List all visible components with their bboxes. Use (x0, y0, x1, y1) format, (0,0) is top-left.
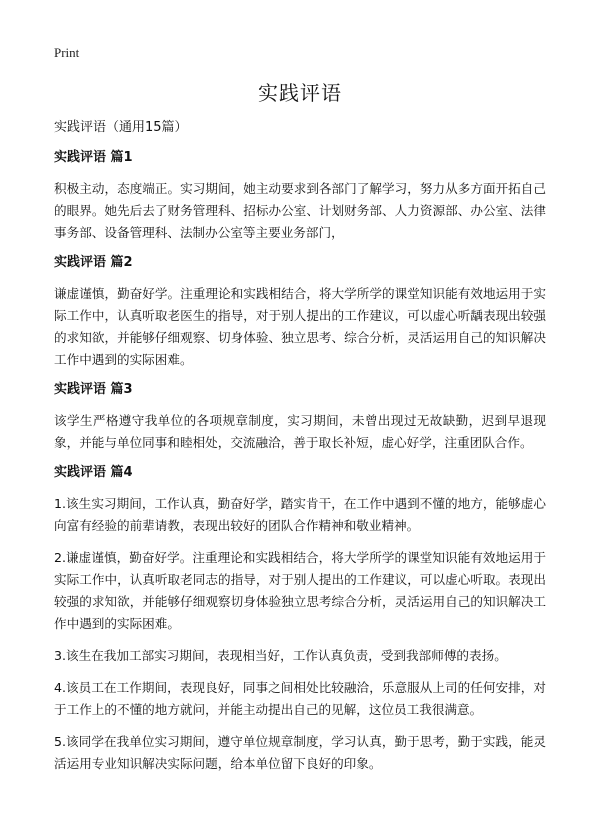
document-body (54, 119, 546, 785)
section-heading: 实践评语 篇4 (54, 465, 133, 480)
section-paragraph: 积极主动，态度端正。实习期间，她主动要求到各部门了解学习，努力从多方面开拓自己的眼界。她先后去了财务管理科、招标办公室、计划财务部、人力资源部、办公室、法律事务部、设备管理科、法制办公室等主要业务部门， (54, 181, 546, 240)
section-heading: 实践评语 篇3 (54, 382, 133, 397)
section-4 (54, 464, 546, 775)
section-paragraph: 谦虚谨慎，勤奋好学。注重理论和实践相结合，将大学所学的课堂知识能有效地运用于实际工作中，认真听取老医生的指导，对于别人提出的工作建议，可以虚心听龋表现出较强的求知欲，并能够仔细观察、切身体验、独立思考、综合分析，灵活运用自己的知识解决工作中遇到的实际困难。 (54, 286, 546, 367)
list-item: 3.该生在我加工部实习期间，表现相当好，工作认真负责，受到我部师傅的表扬。 (54, 648, 507, 663)
print-link[interactable]: Print (54, 45, 80, 60)
section-1 (54, 149, 546, 244)
list-item: 4.该员工在工作期间，表现良好，同事之间相处比较融洽，乐意服从上司的任何安排，对于工作上的不懂的地方就问，并能主动提出自己的见解，这位员工我很满意。 (54, 680, 546, 717)
document-title: 实践评语 (258, 81, 342, 105)
list-item: 5.该同学在我单位实习期间，遵守单位规章制度，学习认真，勤于思考，勤于实践，能灵活运用专业知识解决实际问题，给本单位留下良好的印象。 (54, 734, 546, 771)
list-item: 2.谦虚谨慎，勤奋好学。注重理论和实践相结合，将大学所学的课堂知识能有效地运用于实际工作中，认真听取老同志的指导，对于别人提出的工作建议，可以虚心听取。表现出较强的求知欲，并能够仔细观察切身体验独立思考综合分析，灵活运用自己的知识解决工作中遇到的实际困难。 (54, 550, 546, 631)
document-subtitle: 实践评语（通用15篇） (54, 120, 188, 135)
section-paragraph: 该学生严格遵守我单位的各项规章制度，实习期间，未曾出现过无故缺勤，迟到早退现象，并能与单位同事和睦相处，交流融洽，善于取长补短，虚心好学，注重团队合作。 (54, 413, 546, 450)
list-item: 1.该生实习期间，工作认真，勤奋好学，踏实肯干，在工作中遇到不懂的地方，能够虚心向富有经验的前辈请教，表现出较好的团队合作精神和敬业精神。 (54, 496, 546, 533)
section-3 (54, 381, 546, 454)
section-2 (54, 254, 546, 371)
section-heading: 实践评语 篇2 (54, 255, 133, 270)
section-heading: 实践评语 篇1 (54, 150, 133, 165)
